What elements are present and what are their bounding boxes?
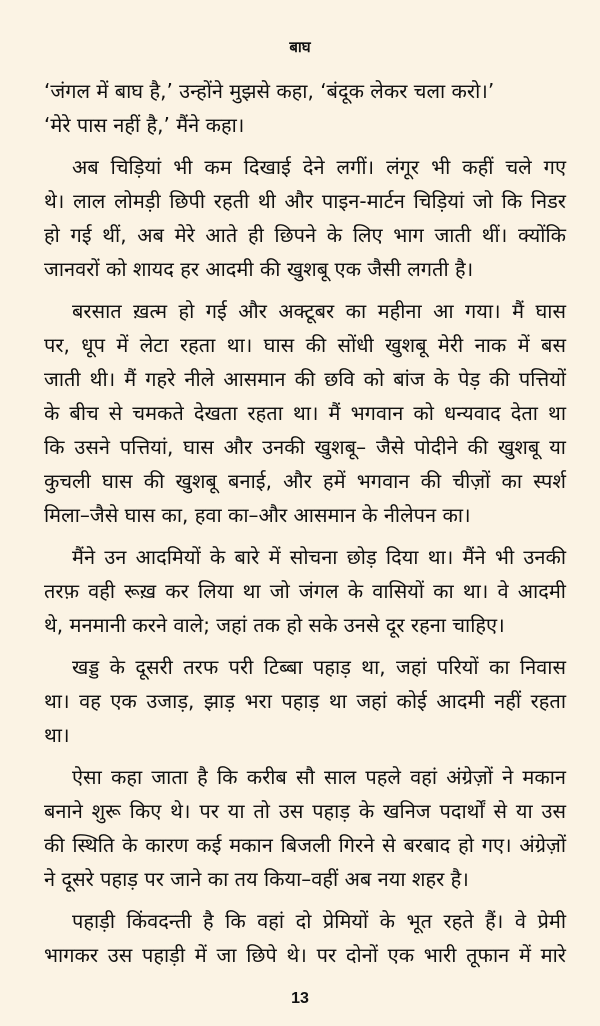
text-line: थे। लाल लोमड़ी छिपी रहती थी और पाइन-मार्टन चिड़ियां जो कि निडर [44,189,566,213]
text-line: मैंने उन आदमियों के बारे में सोचना छोड़ दिया था। मैंने भी उनकी [72,545,566,569]
paragraph [44,540,566,642]
paragraph [44,74,566,108]
running-header: बाघ [289,39,311,56]
text-line: था। वह एक उजाड़, झाड़ भरा पहाड़ था जहां कोई आदमी नहीं रहता [44,689,566,713]
text-line: जानवरों को शायद हर आदमी की खुशबू एक जैसी लगती है। [44,257,474,281]
text-line: भागकर उस पहाड़ी में जा छिपे थे। पर दोनों एक भारी तूफान में मारे [44,943,566,967]
paragraph [44,108,566,142]
text-line: की स्थिति के कारण कई मकान बिजली गिरने से बरबाद हो गए। अंग्रेज़ों [44,833,566,857]
text-line: अब चिड़ियां भी कम दिखाई देने लगीं। लंगूर भी कहीं चले गए [72,155,566,179]
text-line: मिला–जैसे घास का, हवा का–और आसमान के नीलेपन का। [44,503,471,527]
paragraph [44,760,566,896]
paragraph [44,294,566,532]
paragraph [44,150,566,286]
text-line: के बीच से चमकते देखता रहता था। मैं भगवान को धन्यवाद देता था [44,401,566,425]
text-line: तरफ़ वही रूख़ कर लिया था जो जंगल के वासियों का था। वे आदमी [44,579,566,603]
text-line: कुचली घास की खुशबू बनाई, और हमें भगवान की चीज़ों का स्पर्श [44,469,566,493]
text-line: पर, धूप में लेटा रहता था। घास की सोंधी खुशबू मेरी नाक में बस [44,333,566,357]
body-text [44,74,566,972]
text-line: हो गई थीं, अब मेरे आते ही छिपने के लिए भाग जाती थीं। क्योंकि [44,223,566,247]
text-line: खड्ड के दूसरी तरफ परी टिब्बा पहाड़ था, जहां परियों का निवास [72,655,566,679]
paragraph [44,650,566,752]
text-line: बनाने शुरू किए थे। पर या तो उस पहाड़ के खनिज पदार्थों से या उस [44,799,566,823]
text-line: ने दूसरे पहाड़ पर जाने का तय किया–वहीं अब नया शहर है। [44,867,469,891]
text-line: जाती थी। मैं गहरे नीले आसमान की छवि को बांज के पेड़ की पत्तियों [44,367,566,391]
text-line: ‘मेरे पास नहीं है,’ मैंने कहा। [44,113,245,137]
paragraph [44,904,566,972]
text-line: पहाड़ी किंवदन्ती है कि वहां दो प्रेमियों के भूत रहते हैं। वे प्रेमी [72,909,566,933]
text-line: था। [44,723,70,747]
text-line: ऐसा कहा जाता है कि करीब सौ साल पहले वहां अंग्रेज़ों ने मकान [72,765,566,789]
page-number: 13 [291,990,309,1007]
text-line: कि उसने पत्तियां, घास और उनकी खुशबू– जैसे पोदीने की खुशबू या [44,435,566,459]
text-line: बरसात ख़त्म हो गई और अक्टूबर का महीना आ गया। मैं घास [72,299,566,323]
text-line: थे, मनमानी करने वाले; जहां तक हो सके उनसे दूर रहना चाहिए। [44,613,505,637]
text-line: ‘जंगल में बाघ है,’ उन्होंने मुझसे कहा, ‘बंदूक लेकर चला करो।’ [44,79,495,103]
